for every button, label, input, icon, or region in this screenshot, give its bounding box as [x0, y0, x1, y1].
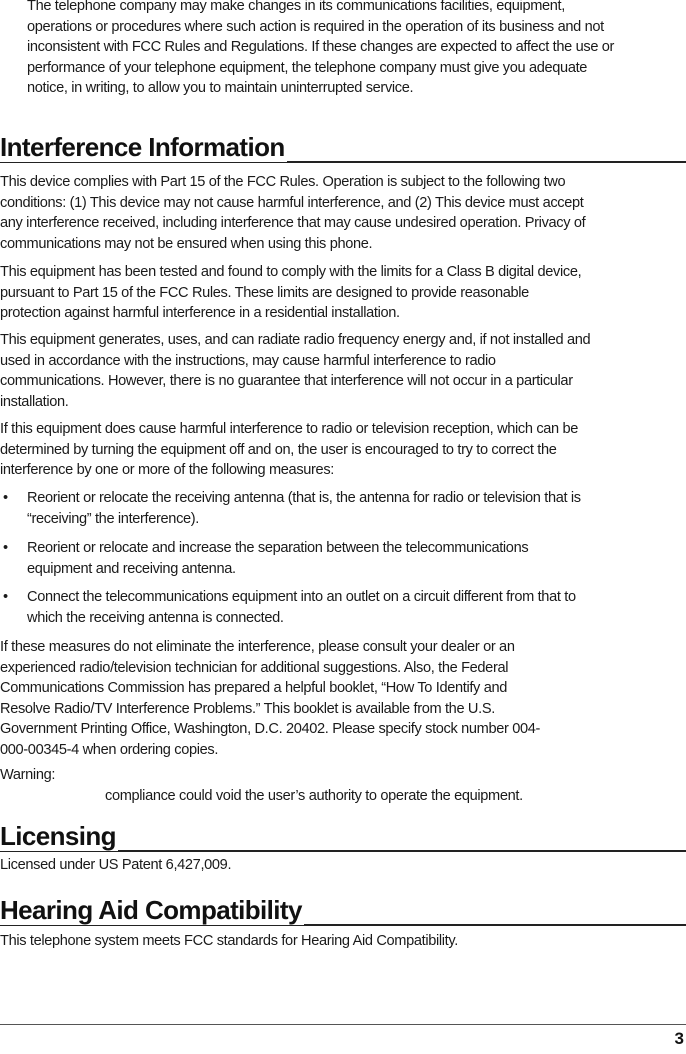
- heading-text: Hearing Aid Compatibility: [0, 895, 302, 925]
- interference-paragraph-5: If these measures do not eliminate the interference, please consult your dealer or an experienced radio/television technician for additional suggestions. Also, the Federal Communications Commission has prepared a helpful booklet, “How To Identify and Resolve Radio/TV Interference Problems.” This booklet is available from the U.S. Government Printing Office, Washington, D.C. 20402. Please specify stock number 004-000-00345-4 when ordering copies.: [0, 639, 541, 758]
- intro-paragraph: The telephone company may make changes in its communications facilities, equipment, operations or procedures where such action is required in the operation of its business and not inconsistent with FCC Rules and Regulations. If these changes are expected to affect the use or performance of your telephone equipment, the telephone company must give you adequate notice, in writing, to allow you to maintain uninterrupted service.: [27, 0, 615, 97]
- licensing-text: Licensed under US Patent 6,427,009.: [0, 857, 232, 873]
- page-number: 3: [674, 1029, 684, 1048]
- bullet-icon: •: [3, 490, 8, 506]
- section-heading-interference: [0, 132, 686, 162]
- hearing-aid-text: This telephone system meets FCC standards for Hearing Aid Compatibility.: [0, 933, 458, 949]
- bullet-icon: •: [3, 540, 8, 556]
- interference-paragraph-4: If this equipment does cause harmful interference to radio or television reception, which can be determined by turning the equipment off and on, the user is encouraged to try to correct the interference by one or more of the following measures:: [0, 421, 579, 479]
- interference-paragraph-3: This equipment generates, uses, and can radiate radio frequency energy and, if not installed and used in accordance with the instructions, may cause harmful interference to radio communications. However, there is no guarantee that interference will not occur in a particular installation.: [0, 332, 591, 410]
- warning-text: compliance could void the user’s authority to operate the equipment.: [105, 788, 523, 804]
- interference-paragraph-2: This equipment has been tested and found to comply with the limits for a Class B digital device, pursuant to Part 15 of the FCC Rules. These limits are designed to provide reasonable protection against harmful interference in a residential installation.: [0, 264, 582, 322]
- heading-text: Interference Information: [0, 132, 285, 162]
- footer-divider: [0, 1024, 686, 1025]
- section-heading-hearing-aid: [0, 895, 686, 925]
- list-item-text: Connect the telecommunications equipment into an outlet on a circuit different from that to which the receiving antenna is connected.: [27, 589, 576, 626]
- bullet-icon: •: [3, 589, 8, 605]
- heading-text: Licensing: [0, 821, 116, 851]
- warning-label: Warning:: [0, 767, 56, 783]
- list-item-text: Reorient or relocate and increase the separation between the telecommunications equipment and receiving antenna.: [27, 540, 529, 577]
- section-heading-licensing: [0, 821, 686, 851]
- list-item-text: Reorient or relocate the receiving antenna (that is, the antenna for radio or television that is “receiving” the interference).: [27, 490, 581, 527]
- interference-paragraph-1: This device complies with Part 15 of the FCC Rules. Operation is subject to the following two conditions: (1) This device may not cause harmful interference, and (2) This device must accept any interference received, including interference that may cause undesired operation. Privacy of communications may not be ensured when using this phone.: [0, 174, 586, 252]
